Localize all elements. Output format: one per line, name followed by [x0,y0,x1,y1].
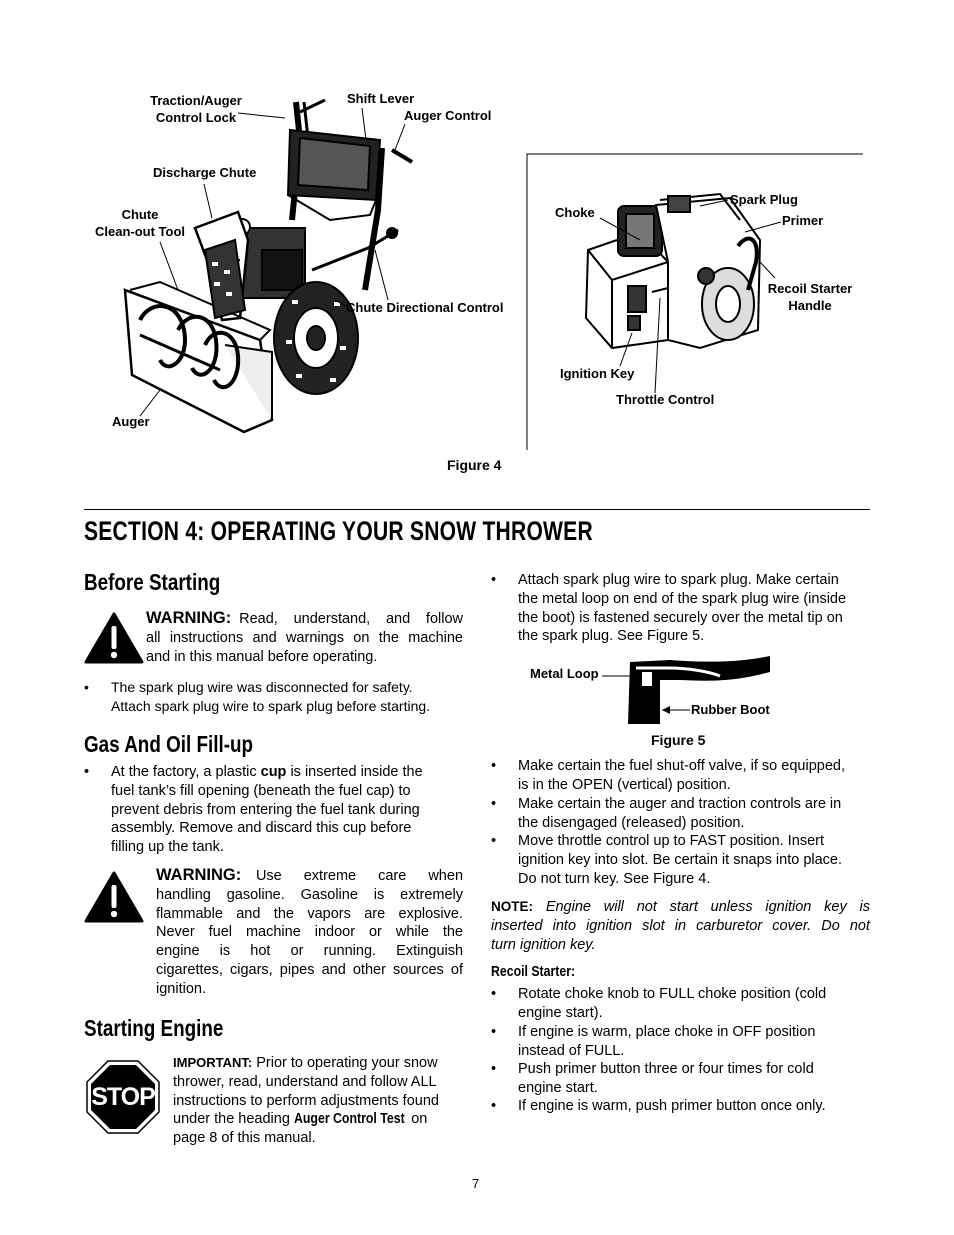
warning-text: ignition. [156,980,206,997]
list-item-line: Make certain the fuel shut-off valve, if so equipped, [518,758,845,774]
heading-starting-engine [84,1015,254,1042]
list-item-line: Attach spark plug wire to spark plug. Make certain [518,572,839,588]
important-line [173,1110,465,1129]
note-label: NOTE: [491,899,533,914]
label-discharge-chute: Discharge Chute [153,165,257,180]
warning-label: WARNING: [156,866,242,884]
heading-recoil-starter [491,963,594,980]
label-metal-loop: Metal Loop [530,666,599,681]
important-line: instructions to perform adjustments found [173,1092,439,1109]
list-item-line: Push primer button three or four times for cold [518,1061,814,1077]
note-text: turn ignition key. [491,936,596,953]
list-item-line: ignition key into slot. Be certain it snaps into place. [518,851,843,868]
label-line: Clean-out Tool [94,224,186,239]
warning-block-2 [156,866,463,999]
note-block [491,898,870,954]
figure-4-caption: Figure 4 [447,457,502,473]
label-auger-control: Auger Control [404,108,492,123]
list-item-line: Do not turn key. See Figure 4. [518,870,711,887]
label-primer: Primer [782,213,824,228]
important-block [173,1054,465,1148]
warning-text: engine is hot or running. Extinguish [156,943,464,960]
label-rubber-boot: Rubber Boot [691,702,770,717]
important-line: thrower, read, understand and follow ALL [173,1073,437,1090]
text-run: on [407,1111,428,1128]
label-line: Chute [121,207,159,222]
list-item-line: prevent debris from entering the fuel tank during [111,801,420,818]
warning-text: Use extreme care when [255,868,464,884]
text-run: Prior to operating your snow [252,1055,438,1071]
list-item-line: Make certain the auger and traction controls are in [518,796,842,812]
list-item-line: Move throttle control up to FAST position. Insert [518,833,824,849]
engine-illustration [0,0,954,470]
page-number: 7 [472,1176,480,1191]
label-auger: Auger [112,414,150,429]
important-label: IMPORTANT: [173,1055,253,1070]
section-rule [84,509,870,510]
spark-plug-boot-illustration [600,650,860,730]
list-item-line: Attach spark plug wire to spark plug before starting. [111,697,431,714]
warning-text: Read, understand, and follow [239,611,463,627]
important-line [173,1054,465,1073]
list-item-line: assembly. Remove and discard this cup before [111,820,412,837]
label-recoil-starter-handle [760,280,860,314]
important-line: page 8 of this manual. [173,1130,316,1147]
list-item-line: the disengaged (released) position. [518,814,745,831]
list-item-line: is in the OPEN (vertical) position. [518,776,731,793]
warning-text: and in this manual before operating. [146,648,378,665]
text-run: At the factory, a plastic [111,764,261,780]
list-item-line: filling up the tank. [111,839,224,856]
list-item-line: instead of FULL. [518,1042,625,1059]
label-line: Control Lock [155,110,237,125]
heading-gas-oil [84,731,290,758]
label-line: Recoil Starter [767,281,853,296]
warning-text: flammable and the vapors are explosive. [156,905,463,922]
text-run: under the heading [173,1111,294,1128]
label-line: Handle [788,298,832,313]
list-item-line: the boot) is fastened securely over the metal tip on [518,609,843,626]
list-item-line: If engine is warm, push primer button once only. [518,1098,826,1114]
label-ignition-key: Ignition Key [560,366,635,381]
label-throttle-control: Throttle Control [616,392,715,407]
heading-text: Gas And Oil Fill-up [84,731,254,757]
warning-text: Never fuel machine indoor or while the [156,924,463,941]
warning-text: all instructions and warnings on the machine [146,629,463,646]
list-item-line: the metal loop on end of the spark plug wire (inside [518,590,847,607]
list-item-line: engine start. [518,1079,598,1096]
list-item-line: fuel tank’s fill opening (beneath the fuel cap) to [111,782,411,799]
note-text: inserted into ignition slot in carburetor cover. Do not [491,917,870,934]
list-item-line: If engine is warm, place choke in OFF position [518,1024,816,1040]
warning-block-1 [146,609,463,666]
text-bold: cup [260,764,287,780]
label-spark-plug: Spark Plug [730,192,798,207]
list-item-line: Rotate choke knob to FULL choke position (cold [518,986,827,1002]
list-item-line: the spark plug. See Figure 5. [518,628,705,645]
list-item-line: engine start). [518,1004,603,1021]
heading-text: Before Starting [84,569,221,595]
list-item-line [111,763,423,782]
list-item-line: The spark plug wire was disconnected for safety. [111,679,413,695]
text-run: is inserted inside the [286,764,423,780]
stop-sign-text: STOP [91,1083,155,1111]
heading-text: Recoil Starter: [491,963,576,980]
heading-before-starting [84,569,250,596]
warning-text: cigarettes, cigars, pipes and other sources of [156,961,463,978]
section-title-text: SECTION 4: OPERATING YOUR SNOW THROWER [84,516,593,546]
label-line: Traction/Auger [150,93,242,108]
figure-5-caption: Figure 5 [651,732,706,748]
text-bold: Auger Control Test [293,1111,405,1128]
warning-triangle-icon [84,871,144,923]
label-choke: Choke [555,205,595,220]
warning-label: WARNING: [146,609,232,627]
label-shift-lever: Shift Lever [347,91,415,106]
note-text: Engine will not start unless ignition key is [545,899,870,915]
heading-text: Starting Engine [84,1015,224,1041]
section-title [84,516,736,550]
label-chute-directional-control: Chute Directional Control [346,300,504,315]
warning-triangle-icon [84,612,144,664]
warning-text: handling gasoline. Gasoline is extremely [156,886,463,903]
